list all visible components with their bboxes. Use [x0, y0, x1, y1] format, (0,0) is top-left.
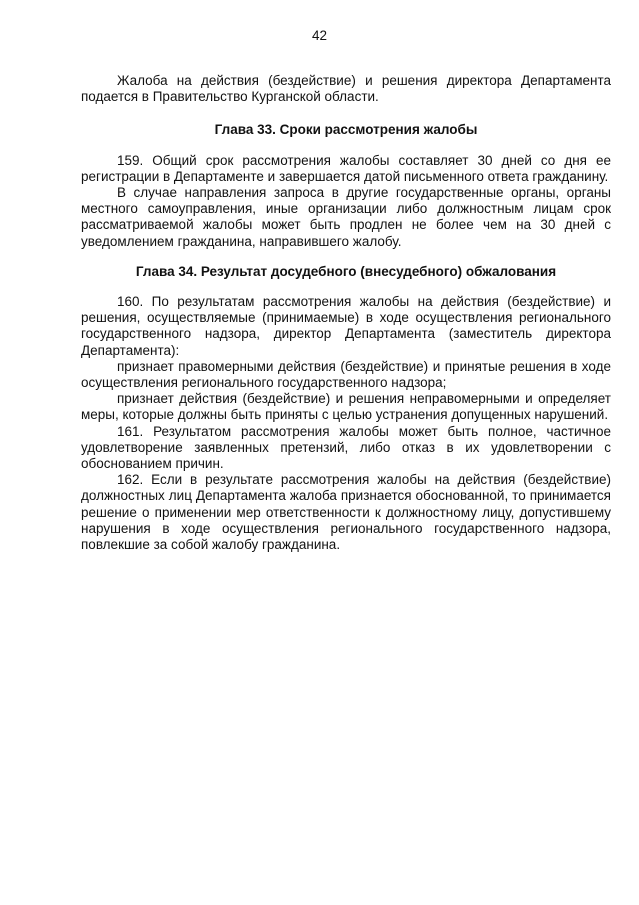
- paragraph-161: 161. Результатом рассмотрения жалобы может быть полное, частичное удовлетворение заявленных претензий, либо отказ в их удовлетворении с обоснованием причин.: [81, 423, 611, 472]
- paragraph-162: 162. Если в результате рассмотрения жалобы на действия (бездействие) должностных лиц Департамента жалоба признается обоснованной, то принимается решение о применении мер ответственности к должностному лицу, допустившему нарушения в ходе осуществления регионального государственного надзора, повлекшие за собой жалобу гражданина.: [81, 472, 611, 553]
- paragraph-160: 160. По результатам рассмотрения жалобы на действия (бездействие) и решения, осуществляемые (принимаемые) в ходе осуществления регионального государственного надзора, директор Департамента (заместитель директора Департамента):: [81, 294, 611, 358]
- chapter-33-heading: Глава 33. Сроки рассмотрения жалобы: [214, 122, 478, 138]
- paragraph-159: 159. Общий срок рассмотрения жалобы составляет 30 дней со дня ее регистрации в Департаменте и завершается датой письменного ответа гражданину.: [81, 152, 611, 184]
- document-body: [81, 48, 611, 553]
- paragraph-160-option-unlawful: признает действия (бездействие) и решения неправомерными и определяет меры, которые должны быть приняты с целью устранения допущенных нарушений.: [81, 391, 611, 423]
- intro-paragraph: Жалоба на действия (бездействие) и решения директора Департамента подается в Правительство Курганской области.: [81, 73, 611, 105]
- paragraph-159-extension: В случае направления запроса в другие государственные органы, органы местного самоуправления, иные организации либо должностным лицам срок рассматриваемой жалобы может быть продлен не более чем на 30 дней с уведомлением гражданина, направившего жалобу.: [81, 185, 611, 249]
- chapter-34-heading: Глава 34. Результат досудебного (внесудебного) обжалования: [135, 263, 557, 279]
- page-number: 42: [311, 28, 328, 43]
- paragraph-160-option-lawful: признает правомерными действия (бездействие) и принятые решения в ходе осуществления регионального государственного надзора;: [81, 358, 611, 391]
